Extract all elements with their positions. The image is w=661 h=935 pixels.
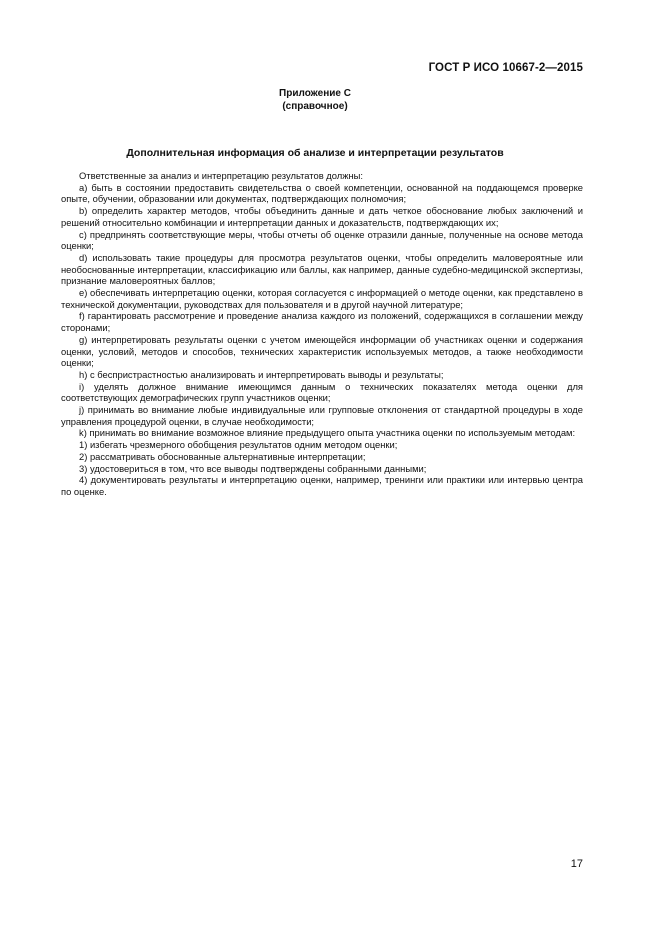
- list-item-i: i) уделять должное внимание имеющимся данным о технических показателях метода оценки для соответствующих демографических групп участников оценки;: [61, 380, 583, 404]
- list-item-g: g) интерпретировать результаты оценки с учетом имеющейся информации об участниках оценки и содержания оценки, условий, методов и способов, технических характеристик используемых методов, а также необходимости оценки;: [61, 333, 583, 369]
- list-item-e: e) обеспечивать интерпретацию оценки, которая согласуется с информацией о методе оценки, как представлено в технической документации, руководствах для пользователя и в другой научной литературе;: [61, 287, 583, 310]
- sub-item-2: 2) рассматривать обоснованные альтернативные интерпретации;: [79, 450, 366, 462]
- sub-item-3: 3) удостовериться в том, что все выводы подтверждены собранными данными;: [79, 462, 427, 474]
- list-item-c: c) предпринять соответствующие меры, чтобы отчеты об оценке отразили данные, полученные на основе метода оценки;: [61, 228, 583, 252]
- intro-paragraph: Ответственные за анализ и интерпретацию результатов должны:: [79, 170, 364, 181]
- annex-title: Дополнительная информация об анализе и интерпретации результатов: [126, 147, 504, 159]
- list-item-b: b) определить характер методов, чтобы объединить данные и дать четкое обоснование любых заключений и решений относительно комбинации и интерпретации данных и доказательств, подтверждающих их;: [61, 205, 583, 228]
- list-item-h: h) с беспристрастностью анализировать и интерпретировать выводы и результаты;: [79, 368, 444, 380]
- annex-type: (справочное): [282, 100, 348, 112]
- document-standard-number: ГОСТ Р ИСО 10667-2—2015: [428, 62, 583, 74]
- annex-body: [61, 170, 583, 498]
- list-item-d: d) использовать такие процедуры для просмотра результатов оценки, чтобы определить маловероятные или необоснованные интерпретации, классификацию или баллы, как например, данные судебно-медицинской экспертизы, признание маловероятных баллов;: [61, 251, 583, 287]
- annex-label: Приложение С: [279, 88, 351, 99]
- sub-item-1: 1) избегать чрезмерного обобщения результатов одним методом оценки;: [79, 439, 398, 451]
- sub-item-4: 4) документировать результаты и интерпретацию оценки, например, тренинги или практики или интервью центра по оценке.: [61, 474, 583, 497]
- annex-heading: [0, 88, 630, 113]
- list-item-j: j) принимать во внимание любые индивидуальные или групповые отклонения от стандартной процедуры в ходе управления процедурой оценки, в случае необходимости;: [61, 404, 583, 427]
- page-number: 17: [570, 858, 583, 870]
- list-item-a: a) быть в состоянии предоставить свидетельства о своей компетенции, основанной на поддающемся проверке опыте, обучении, образовании или документах, подтверждающих полномочия;: [61, 181, 583, 205]
- list-item-f: f) гарантировать рассмотрение и проведение анализа каждого из положений, содержащихся в соглашении между сторонами;: [61, 310, 583, 334]
- list-item-k: k) принимать во внимание возможное влияние предыдущего опыта участника оценки по используемым методам:: [79, 427, 576, 439]
